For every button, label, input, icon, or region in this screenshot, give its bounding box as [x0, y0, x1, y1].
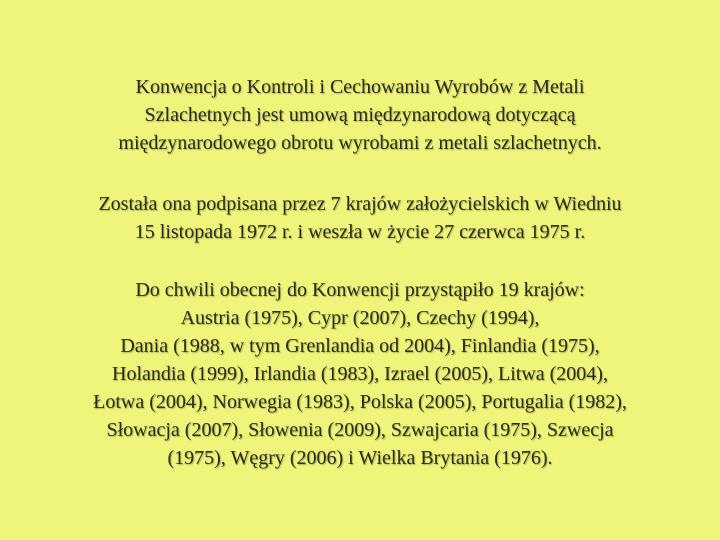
text-line: Szlachetnych jest umową międzynarodową dotyczącą — [144, 104, 576, 126]
text-line: Holandia (1999), Irlandia (1983), Izrael (2005), Litwa (2004), — [112, 363, 608, 385]
text-line: (1975), Węgry (2006) i Wielka Brytania (1976). — [167, 447, 553, 469]
text-line: Konwencja o Kontroli i Cechowaniu Wyrobów z Metali — [135, 76, 585, 98]
member-countries-paragraph — [0, 276, 720, 472]
signing-history-paragraph — [0, 190, 720, 246]
text-line: Austria (1975), Cypr (2007), Czechy (1994), — [180, 307, 540, 329]
text-line: międzynarodowego obrotu wyrobami z metali szlachetnych. — [118, 132, 602, 154]
text-line: Dania (1988, w tym Grenlandia od 2004), Finlandia (1975), — [120, 335, 600, 357]
text-line: Do chwili obecnej do Konwencji przystąpiło 19 krajów: — [135, 279, 585, 301]
convention-definition-paragraph — [0, 73, 720, 157]
text-line: Słowacja (2007), Słowenia (2009), Szwajcaria (1975), Szwecja — [106, 419, 614, 441]
text-line: Łotwa (2004), Norwegia (1983), Polska (2005), Portugalia (1982), — [93, 391, 627, 413]
text-line: Została ona podpisana przez 7 krajów założycielskich w Wiedniu — [98, 193, 622, 215]
text-line: 15 listopada 1972 r. i weszła w życie 27 czerwca 1975 r. — [134, 221, 586, 243]
